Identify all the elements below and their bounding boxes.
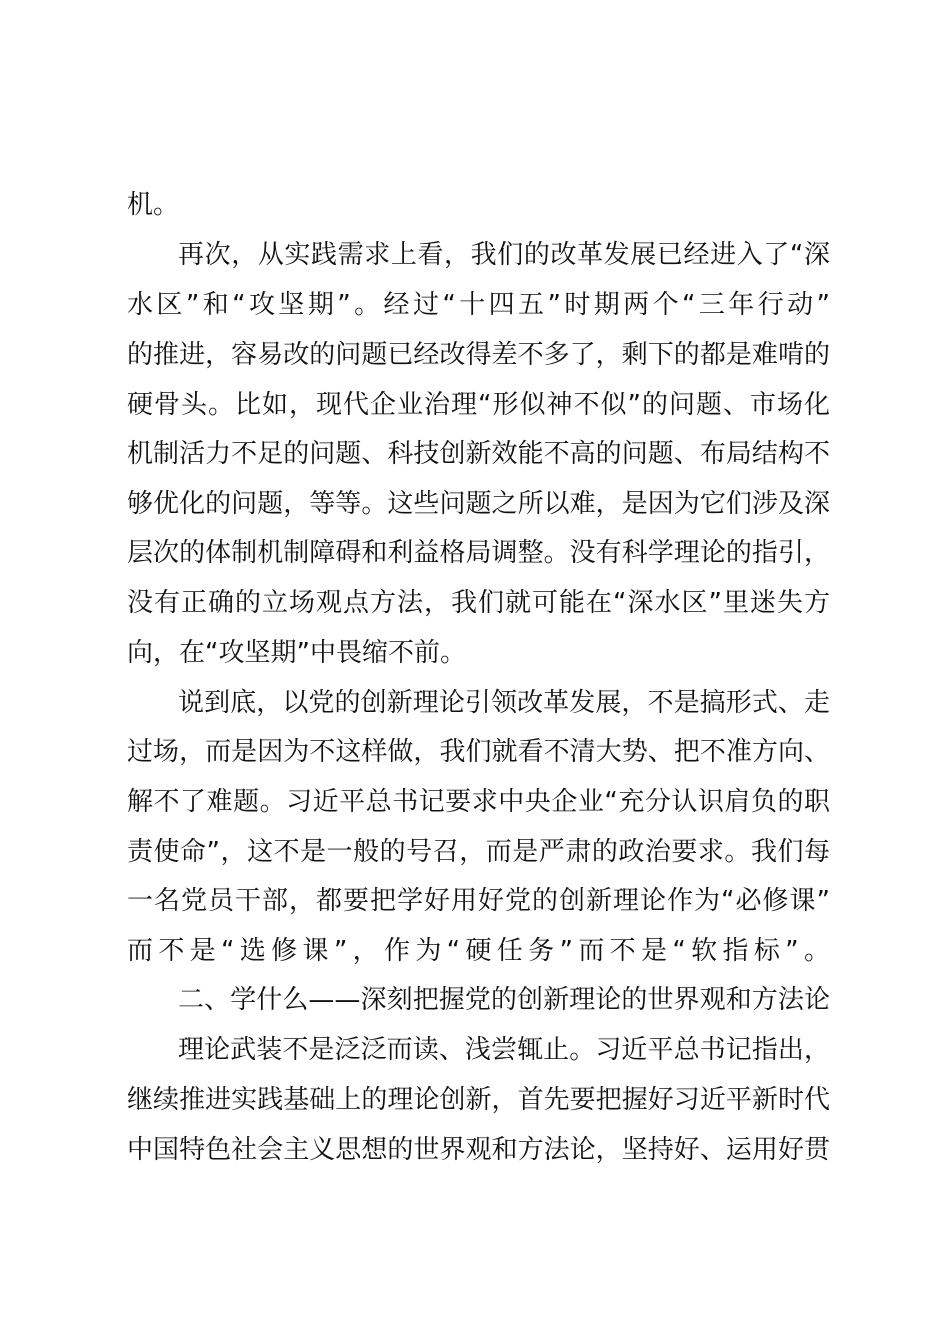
paragraph-line: 机制活力不足的问题、科技创新效能不高的问题、布局结构不 [127, 439, 830, 469]
paragraph-line: 的推进，容易改的问题已经改得差不多了，剩下的都是难啃的 [127, 340, 830, 370]
paragraph-first-line: 说到底，以党的创新理论引领改革发展，不是搞形式、走 [178, 688, 830, 718]
paragraph-line: 没有正确的立场观点方法，我们就可能在“深水区”里迷失方 [127, 588, 830, 618]
paragraph-first-line: 二、学什么——深刻把握党的创新理论的世界观和方法论 [178, 985, 830, 1015]
paragraph-line: 一名党员干部，都要把学好用好党的创新理论作为“必修课” [127, 886, 830, 916]
paragraph-line: 够优化的问题，等等。这些问题之所以难，是因为它们涉及深 [127, 489, 830, 519]
paragraph-first-line: 再次，从实践需求上看，我们的改革发展已经进入了“深 [178, 240, 830, 270]
paragraph-line: 机。 [127, 190, 180, 220]
paragraph-line: 责使命”，这不是一般的号召，而是严肃的政治要求。我们每 [127, 837, 830, 867]
paragraph-line: 向，在“攻坚期”中畏缩不前。 [127, 638, 466, 668]
paragraph-line: 层次的体制机制障碍和利益格局调整。没有科学理论的指引， [127, 538, 830, 568]
paragraph-line: 而不是“选修课”，作为“硬任务”而不是“软指标”。 [127, 936, 830, 966]
paragraph-line: 继续推进实践基础上的理论创新，首先要把握好习近平新时代 [127, 1085, 830, 1115]
paragraph-line: 解不了难题。习近平总书记要求中央企业“充分认识肩负的职 [127, 787, 830, 817]
paragraph-first-line: 理论武装不是泛泛而读、浅尝辄止。习近平总书记指出， [178, 1035, 830, 1065]
paragraph-line: 水区”和“攻坚期”。经过“十四五”时期两个“三年行动” [127, 290, 830, 320]
paragraph-line: 中国特色社会主义思想的世界观和方法论，坚持好、运用好贯 [127, 1135, 830, 1165]
paragraph-line: 硬骨头。比如，现代企业治理“形似神不似”的问题、市场化 [127, 390, 830, 420]
paragraph-line: 过场，而是因为不这样做，我们就看不清大势、把不准方向、 [127, 737, 830, 767]
